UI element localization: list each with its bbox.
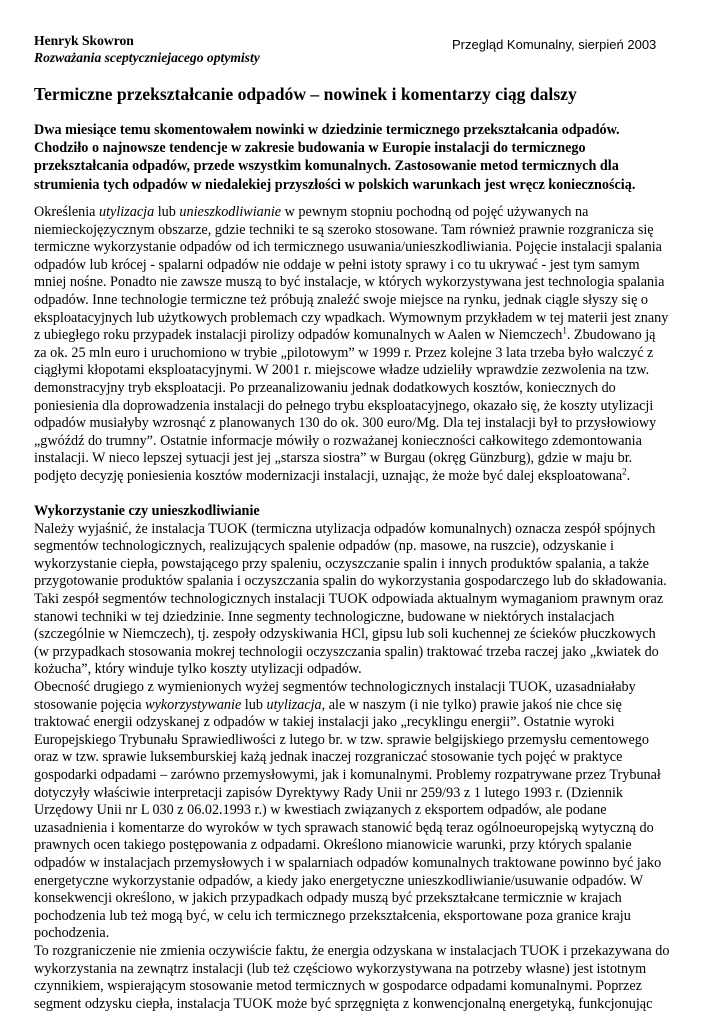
body-line xyxy=(34,204,694,222)
lead-line: przekształcania odpadów, przede wszystkim komunalnych. Zastosowanie metod termicznych dla xyxy=(34,158,619,175)
body-line: gospodarki odpadami – zarówno przemysłowymi, jak i komunalnymi. Problemy rozpatrywane przez Trybunał xyxy=(34,767,661,783)
body-line xyxy=(34,697,694,715)
body-line: (szczególnie w Niemczech), tj. zespoły odzyskiwania HCl, gipsu lub soli kuchennej ze ścieków płuczkowych xyxy=(34,626,656,643)
body-line: dotyczyły właściwie interpretacji zapisów Dyrektywy Rady Unii nr 259/93 z 1 lutego 1993 r. (Dziennik xyxy=(34,784,624,801)
body-line: segment odzysku ciepła, instalacja TUOK może być sprzęgnięta z konwencjonalną energetyką, funkcjonując xyxy=(34,995,653,1012)
body-line: odpadów musiałyby wzrosnąć z planowanych 130 do ok. 300 euro/Mg. Dla tej instalacji był to przysłowiowy xyxy=(34,415,657,432)
body-line: wykorzystanie ciepła, powstającego przy spaleniu, oczyszczanie spalin i innych produktów spalania, a także xyxy=(34,555,649,572)
text-run: w pewnym stopniu pochodną od pojęć używanych na xyxy=(281,204,589,220)
body-line: eksploatacyjnych lub użytkowych problemach czy wpadkach. Wymownym przykładem w tej materii jest znany xyxy=(34,309,669,326)
author-subtitle: Rozważania sceptyczniejacego optymisty xyxy=(34,50,260,65)
body-line: stanowi techniki w tej dziedzinie. Inne segmenty technologiczne, budowane w niektórych instalacjach xyxy=(34,608,615,625)
body-line: przygotowanie produktów spalania i oczyszczania spalin do wykorzystania gospodarczego lub do składowania. xyxy=(34,573,667,590)
body-line: termiczne wykorzystanie odpadów od ich termicznego usuwania/unieszkodliwiania. Pojęcie instalacji spalania xyxy=(34,239,662,256)
text-run: stosowanie pojęcia xyxy=(34,696,146,713)
italic-term: utylizacja xyxy=(266,696,322,713)
text-run: podjęto decyzję poniesienia kosztów modernizacji instalacji, uznając, że może być dalej eksploatowana xyxy=(34,467,623,484)
author-name: Henryk Skowron xyxy=(34,33,134,48)
body-line: pochodzenia lub też mogą być, w celu ich termicznego przekształcenia, eksportowane poza granice kraju xyxy=(34,907,631,924)
text-run: z ubiegłego roku przypadek instalacji pirolizy odpadów komunalnych w Aalen w Niemczech xyxy=(34,327,563,344)
body-line: odpadów. Inne technologie termiczne też próbują znaleźć swoje miejsce na rynku, jednak ciągle słyszy się o xyxy=(34,291,649,308)
article-lead xyxy=(34,121,694,194)
body-line: traktować energii odzyskanej z odpadów w takiej instalacji jako „recyklingu energii”. Ostatnie wyroki xyxy=(34,714,615,731)
body-line xyxy=(34,327,694,345)
italic-term: utylizacja xyxy=(99,204,155,220)
text-run: . xyxy=(626,467,631,484)
body-line: Obecność drugiego z wymienionych wyżej segmentów technologicznych instalacji TUOK, uzasadniałaby xyxy=(34,679,636,696)
lead-line: Dwa miesiące temu skomentowałem nowinki w dziedzinie termicznego przekształcania odpadów. xyxy=(34,122,620,138)
body-line: konsekwencji określono, w jakich przypadkach odpady muszą być przekształcane termicznie w krajach xyxy=(34,890,622,907)
body-line: wykorzystania na zewnątrz instalacji (lub też częściowo wykorzystywana na potrzeby własne) jest istotnym xyxy=(34,960,647,977)
body-line: za ok. 25 mln euro i uruchomiono w trybie „pilotowym” w 1999 r. Przez kolejne 3 lata trzeba było walczyć z xyxy=(34,344,654,361)
text-run: , ale w naszym (i nie tylko) prawie jakoś nie chce się xyxy=(321,696,622,713)
body-line: Urzędowy Unii nr L 030 z 06.02.1993 r.) w kwestiach związanych z eksportem odpadów, ale podane xyxy=(34,802,607,819)
body-line: mniej nośne. Ponadto nie zawsze muszą to być instalacje, w których wykorzystywana jest technologia spalania xyxy=(34,274,665,291)
body-line: oraz w tzw. sprawie luksemburskiej każą jednak inaczej rozgraniczać stosowanie tych pojęć w praktyce xyxy=(34,749,623,766)
body-line: instalacji. W nieco lepszej sytuacji jest jej „starsza siostra” w Burgau (okręg Günzburg), gdzie w maju br. xyxy=(34,450,633,467)
body-line: pochodzenia. xyxy=(34,925,110,942)
body-line: odpadów w instalacjach przemysłowych i w spalarniach odpadów komunalnych traktowane powinno być jako xyxy=(34,854,662,871)
italic-term: wykorzystywanie xyxy=(145,696,242,713)
body-line: segmentów technologicznych, realizujących spalenie odpadów (np. masowe, na ruszcie), odzyskanie i xyxy=(34,538,614,555)
body-line: „gwóźdź do trumny”. Ostatnie informacje mówiły o rozważanej konieczności całkowitego zdemontowania xyxy=(34,432,642,449)
body-line: energetyczne wykorzystanie odpadów, a kiedy jako energetyczne unieszkodliwianie/usuwanie odpadów. W xyxy=(34,872,644,889)
body-line: To rozgraniczenie nie zmienia oczywiście faktu, że energia odzyskana w instalacjach TUOK i przekazywana do xyxy=(34,942,670,959)
body-line: Należy wyjaśnić, że instalacja TUOK (termiczna utylizacja odpadów komunalnych) oznacza zespół spójnych xyxy=(34,520,656,537)
body-line xyxy=(34,468,694,486)
text-run: lub xyxy=(241,696,267,713)
text-run: lub xyxy=(154,204,180,220)
body-line: odpadów lub krócej - spalarni odpadów nie oddaje w pełni istoty sprawy i co tu ukrywać - jest tym samym xyxy=(34,256,640,273)
body-line: demonstracyjny tryb eksploatacji. Po przeanalizowaniu jednak dodatkowych kosztów, koniecznych do xyxy=(34,379,616,396)
body-line: Taki zespół segmentów technologicznych instalacji TUOK odpowiada aktualnym wymaganiom prawnym oraz xyxy=(34,591,664,608)
article-body xyxy=(34,204,694,1013)
body-line: Europejskiego Trybunału Sprawiedliwości z lutego br. w tzw. sprawie belgijskiego przemysłu cementowego xyxy=(34,731,649,748)
body-line: czynnikiem, wspierającym stosowanie metod termicznych w gospodarce odpadami komunalnymi. Poprzez xyxy=(34,978,642,995)
text-run: . Zbudowano ją xyxy=(566,327,656,344)
body-line: prawnych ocen takiego postępowania z odpadami. Określono mianowicie warunki, przy których spalanie xyxy=(34,837,632,854)
body-line: uzasadnienia i komentarze do wyroków w tych sprawach stanowić będą teraz ogólnoeuropejską wytyczną do xyxy=(34,819,654,836)
body-line: kożucha”, który winduje tylko koszty utylizacji odpadów. xyxy=(34,661,362,678)
body-line: niemieckojęzycznym obszarze, gdzie techniki te są szeroko stosowane. Tam również prawnie rozgranicza się xyxy=(34,221,654,238)
section-heading: Wykorzystanie czy unieszkodliwianie xyxy=(34,503,260,520)
body-line: ciągłymi kłopotami eksploatacyjnymi. W 2001 r. miejscowe władze udzieliły wprawdzie zezwolenia na tzw. xyxy=(34,362,650,379)
body-line: poniesienia dla doprowadzenia instalacji do pełnego trybu eksploatacyjnego, okazało się, że koszty utylizacji xyxy=(34,397,654,414)
text-run: Określenia xyxy=(34,204,100,220)
italic-term: unieszkodliwianie xyxy=(179,204,282,220)
footnote-ref-2[interactable]: 2 xyxy=(622,466,627,477)
paragraph-gap xyxy=(34,486,694,504)
article-title: Termiczne przekształcanie odpadów – nowinek i komentarzy ciąg dalszy xyxy=(34,84,577,104)
lead-line: strumienia tych odpadów w niedalekiej przyszłości w polskich warunkach jest wręcz koniecznością. xyxy=(34,176,636,193)
body-line: (w przypadkach stosowania mokrej technologii oczyszczania spalin) traktować trzeba raczej jako „kwiatek do xyxy=(34,643,659,660)
lead-line: Chodziło o najnowsze tendencje w zakresie budowania w Europie instalacji do termicznego xyxy=(34,140,586,157)
publication-source: Przegląd Komunalny, sierpień 2003 xyxy=(452,37,657,52)
footnote-ref-1[interactable]: 1 xyxy=(562,325,567,336)
